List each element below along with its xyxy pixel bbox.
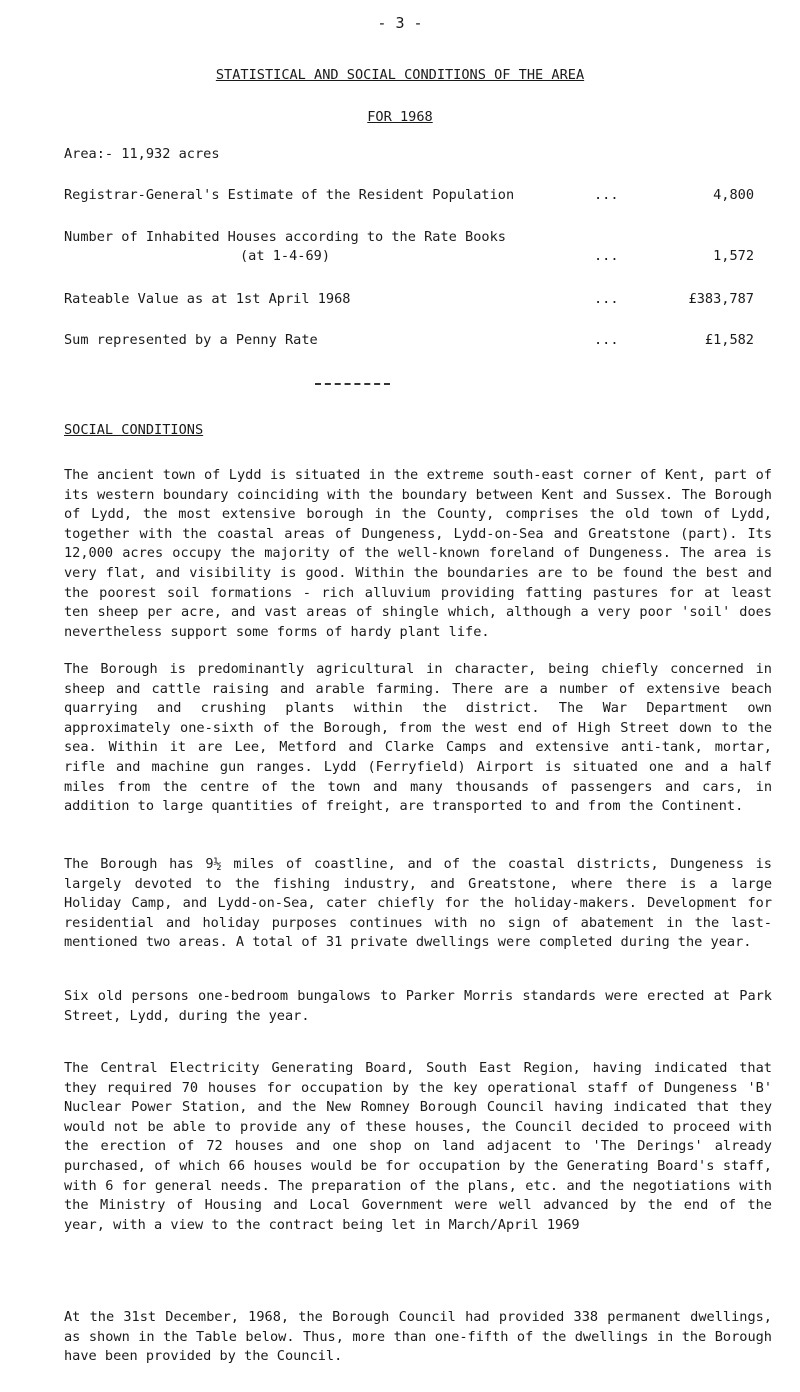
paragraph: The Borough is predominantly agricultural in character, being chiefly concerned in sheep and cattle raising and arable farming. There are a number of extensive beach quarrying and crushing plants within the district. The War Department own approximately one-sixth of the Borough, from the west end of High Street down to the sea. Within it are Lee, Metford and Clarke Camps and extensive anti-tank, mortar, rifle and machine gun ranges. Lydd (Ferryfield) Airport is situated one and a half miles from the centre of the town and many thousands of passengers and cars, in addition to large quantities of freight, are transported to and from the Continent. — [64, 661, 772, 815]
stat-value: £1,582 — [704, 332, 754, 348]
stat-population — [64, 186, 754, 206]
stat-sub: (at 1-4-69) — [240, 248, 331, 264]
paragraph: Six old persons one-bedroom bungalows to Parker Morris standards were erected at Park Street, Lydd, during the year. — [64, 988, 772, 1024]
stat-dots: ... — [594, 291, 619, 307]
stat-label: Rateable Value as at 1st April 1968 — [64, 291, 351, 307]
paragraph: The Borough has 9½ miles of coastline, and of the coastal districts, Dungeness is largely devoted to the fishing industry, and Greatstone, where there is a large Holiday Camp, and Lydd-on-Sea, cater chiefly for the holiday-makers. Development for residential and holiday purposes continues with no sign of abatement in the last-mentioned two areas. A total of 31 private dwellings were completed during the year. — [64, 856, 772, 951]
page-subtitle: FOR 1968 — [367, 109, 433, 125]
area-line: Area:- 11,932 acres — [64, 146, 220, 162]
stat-value: £383,787 — [688, 291, 754, 307]
page-number: - 3 - — [377, 14, 423, 32]
stat-dots: ... — [594, 332, 619, 348]
stat-label: Number of Inhabited Houses according to the Rate Books — [64, 229, 506, 245]
stat-label: Registrar-General's Estimate of the Resident Population — [64, 187, 515, 203]
dashed-divider — [315, 383, 390, 385]
stat-value: 1,572 — [713, 248, 754, 264]
stat-houses — [64, 228, 754, 264]
stat-rateable-value — [64, 290, 754, 310]
stat-value: 4,800 — [713, 187, 754, 203]
stat-dots: ... — [594, 187, 619, 203]
stat-label: Sum represented by a Penny Rate — [64, 332, 318, 348]
paragraph: The ancient town of Lydd is situated in the extreme south-east corner of Kent, part of its western boundary coinciding with the boundary between Kent and Sussex. The Borough of Lydd, the most extensive borough in the County, comprises the old town of Lydd, together with the coastal areas of Dungeness, Lydd-on-Sea and Greatstone (part). Its 12,000 acres occupy the majority of the well-known foreland of Dungeness. The area is very flat, and visibility is good. Within the boundaries are to be found the best and the poorest soil formations - rich alluvium providing fatting pastures for at least ten sheep per acre, and vast areas of shingle which, although a very poor 'soil' does nevertheless support some forms of hardy plant life. — [64, 467, 772, 640]
paragraph: The Central Electricity Generating Board, South East Region, having indicated that they required 70 houses for occupation by the key operational staff of Dungeness 'B' Nuclear Power Station, and the New Romney Borough Council having indicated that they would not be able to provide any of these houses, the Council decided to proceed with the erection of 72 houses and one shop on land adjacent to 'The Derings' already purchased, of which 66 houses would be for occupation by the Generating Board's staff, with 6 for general needs. The preparation of the plans, etc. and the negotiations with the Ministry of Housing and Local Government were well advanced by the end of the year, with a view to the contract being let in March/April 1969 — [64, 1060, 772, 1233]
paragraph: At the 31st December, 1968, the Borough Council had provided 338 permanent dwellings, as shown in the Table below. Thus, more than one-fifth of the dwellings in the Borough have been provided by the Council. — [64, 1309, 772, 1365]
page-title: STATISTICAL AND SOCIAL CONDITIONS OF THE AREA — [215, 67, 585, 83]
stat-dots: ... — [594, 248, 619, 264]
stat-penny-rate — [64, 331, 754, 351]
section-heading: SOCIAL CONDITIONS — [64, 422, 204, 438]
